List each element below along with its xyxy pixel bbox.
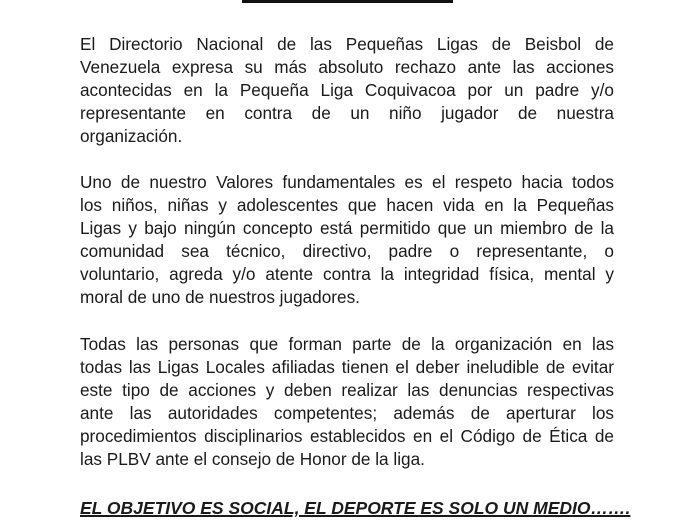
text-line: todas las Ligas Locales afiliadas tienen el deber ineludible de evitar: [80, 357, 614, 377]
text-line: organización.: [80, 126, 183, 146]
text-line: moral de uno de nuestros jugadores.: [80, 287, 360, 307]
title-underline: [242, 0, 453, 3]
text-line: ante las autoridades competentes; además de aperturar los: [80, 403, 614, 423]
text-line: Todas las personas que forman parte de la organización en las: [80, 334, 614, 354]
text-line: Uno de nuestro Valores fundamentales es el respeto hacia todos: [80, 172, 614, 192]
text-line: voluntario, agreda y/o atente contra la integridad física, mental y: [80, 264, 614, 284]
text-line: acontecidas en la Pequeña Liga Coquivacoa por un padre y/o: [80, 80, 614, 100]
text-line: este tipo de acciones y deben realizar las denuncias respectivas: [80, 380, 614, 400]
text-line: comunidad sea técnico, directivo, padre o representante, o: [80, 241, 614, 261]
text-line: procedimientos disciplinarios establecidos en el Código de Ética de: [80, 426, 614, 446]
text-line: Venezuela expresa su más absoluto rechazo ante las acciones: [80, 57, 614, 77]
text-line: las PLBV ante el consejo de Honor de la liga.: [80, 449, 425, 469]
paragraph-3: [80, 333, 614, 471]
paragraph-1: [80, 33, 614, 148]
text-line: representante en contra de un niño jugador de nuestra: [80, 103, 614, 123]
text-line: Ligas y bajo ningún concepto está permitido que un miembro de la: [80, 218, 614, 238]
motto-heading: EL OBJETIVO ES SOCIAL, EL DEPORTE ES SOLO UN MEDIO…….: [80, 498, 631, 518]
text-line: los niños, niñas y adolescentes que hacen vida en la Pequeñas: [80, 195, 614, 215]
paragraph-2: [80, 171, 614, 309]
text-line: El Directorio Nacional de las Pequeñas Ligas de Beisbol de: [80, 34, 614, 54]
